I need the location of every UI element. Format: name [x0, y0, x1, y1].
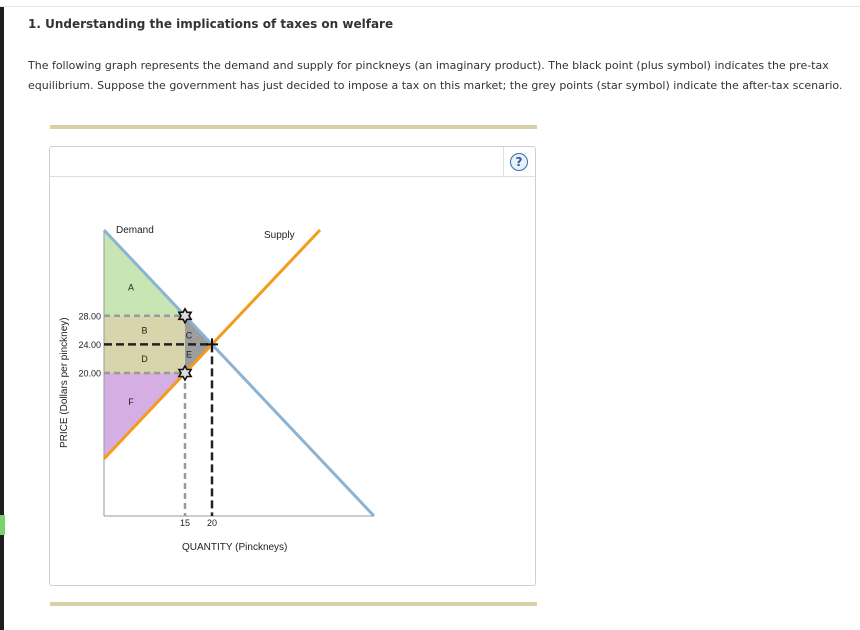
- area-label-f: F: [128, 397, 134, 408]
- y-tick-label: 28.00: [78, 311, 101, 322]
- intro-line-1: The following graph represents the demand and supply for pinckneys (an imaginary product). The black point (plus symbol) indicates the pre-tax: [28, 59, 829, 72]
- area-label-c: C: [185, 330, 193, 341]
- x-tick-label: 20: [206, 518, 218, 528]
- y-axis-title: PRICE (Dollars per pinckney): [59, 317, 70, 448]
- help-icon[interactable]: ?: [510, 153, 528, 171]
- area-label-a: A: [127, 282, 135, 293]
- area-label-e: E: [186, 349, 193, 360]
- y-tick-label: 24.00: [78, 339, 101, 350]
- demand-label: Demand: [116, 225, 154, 236]
- question-heading: 1. Understanding the implications of taxes on welfare: [28, 17, 394, 31]
- intro-line-2: equilibrium. Suppose the government has just decided to impose a tax on this market; the grey points (star symbol) indicate the after-tax scenario.: [28, 78, 843, 92]
- supply-label: Supply: [264, 230, 295, 241]
- x-tick-label: 15: [179, 518, 191, 528]
- area-label-b: B: [141, 325, 148, 336]
- area-label-d: D: [141, 354, 148, 365]
- x-axis-title: QUANTITY (Pinckneys): [182, 542, 288, 553]
- chart-labels: [59, 225, 295, 553]
- y-tick-label: 20.00: [78, 368, 101, 379]
